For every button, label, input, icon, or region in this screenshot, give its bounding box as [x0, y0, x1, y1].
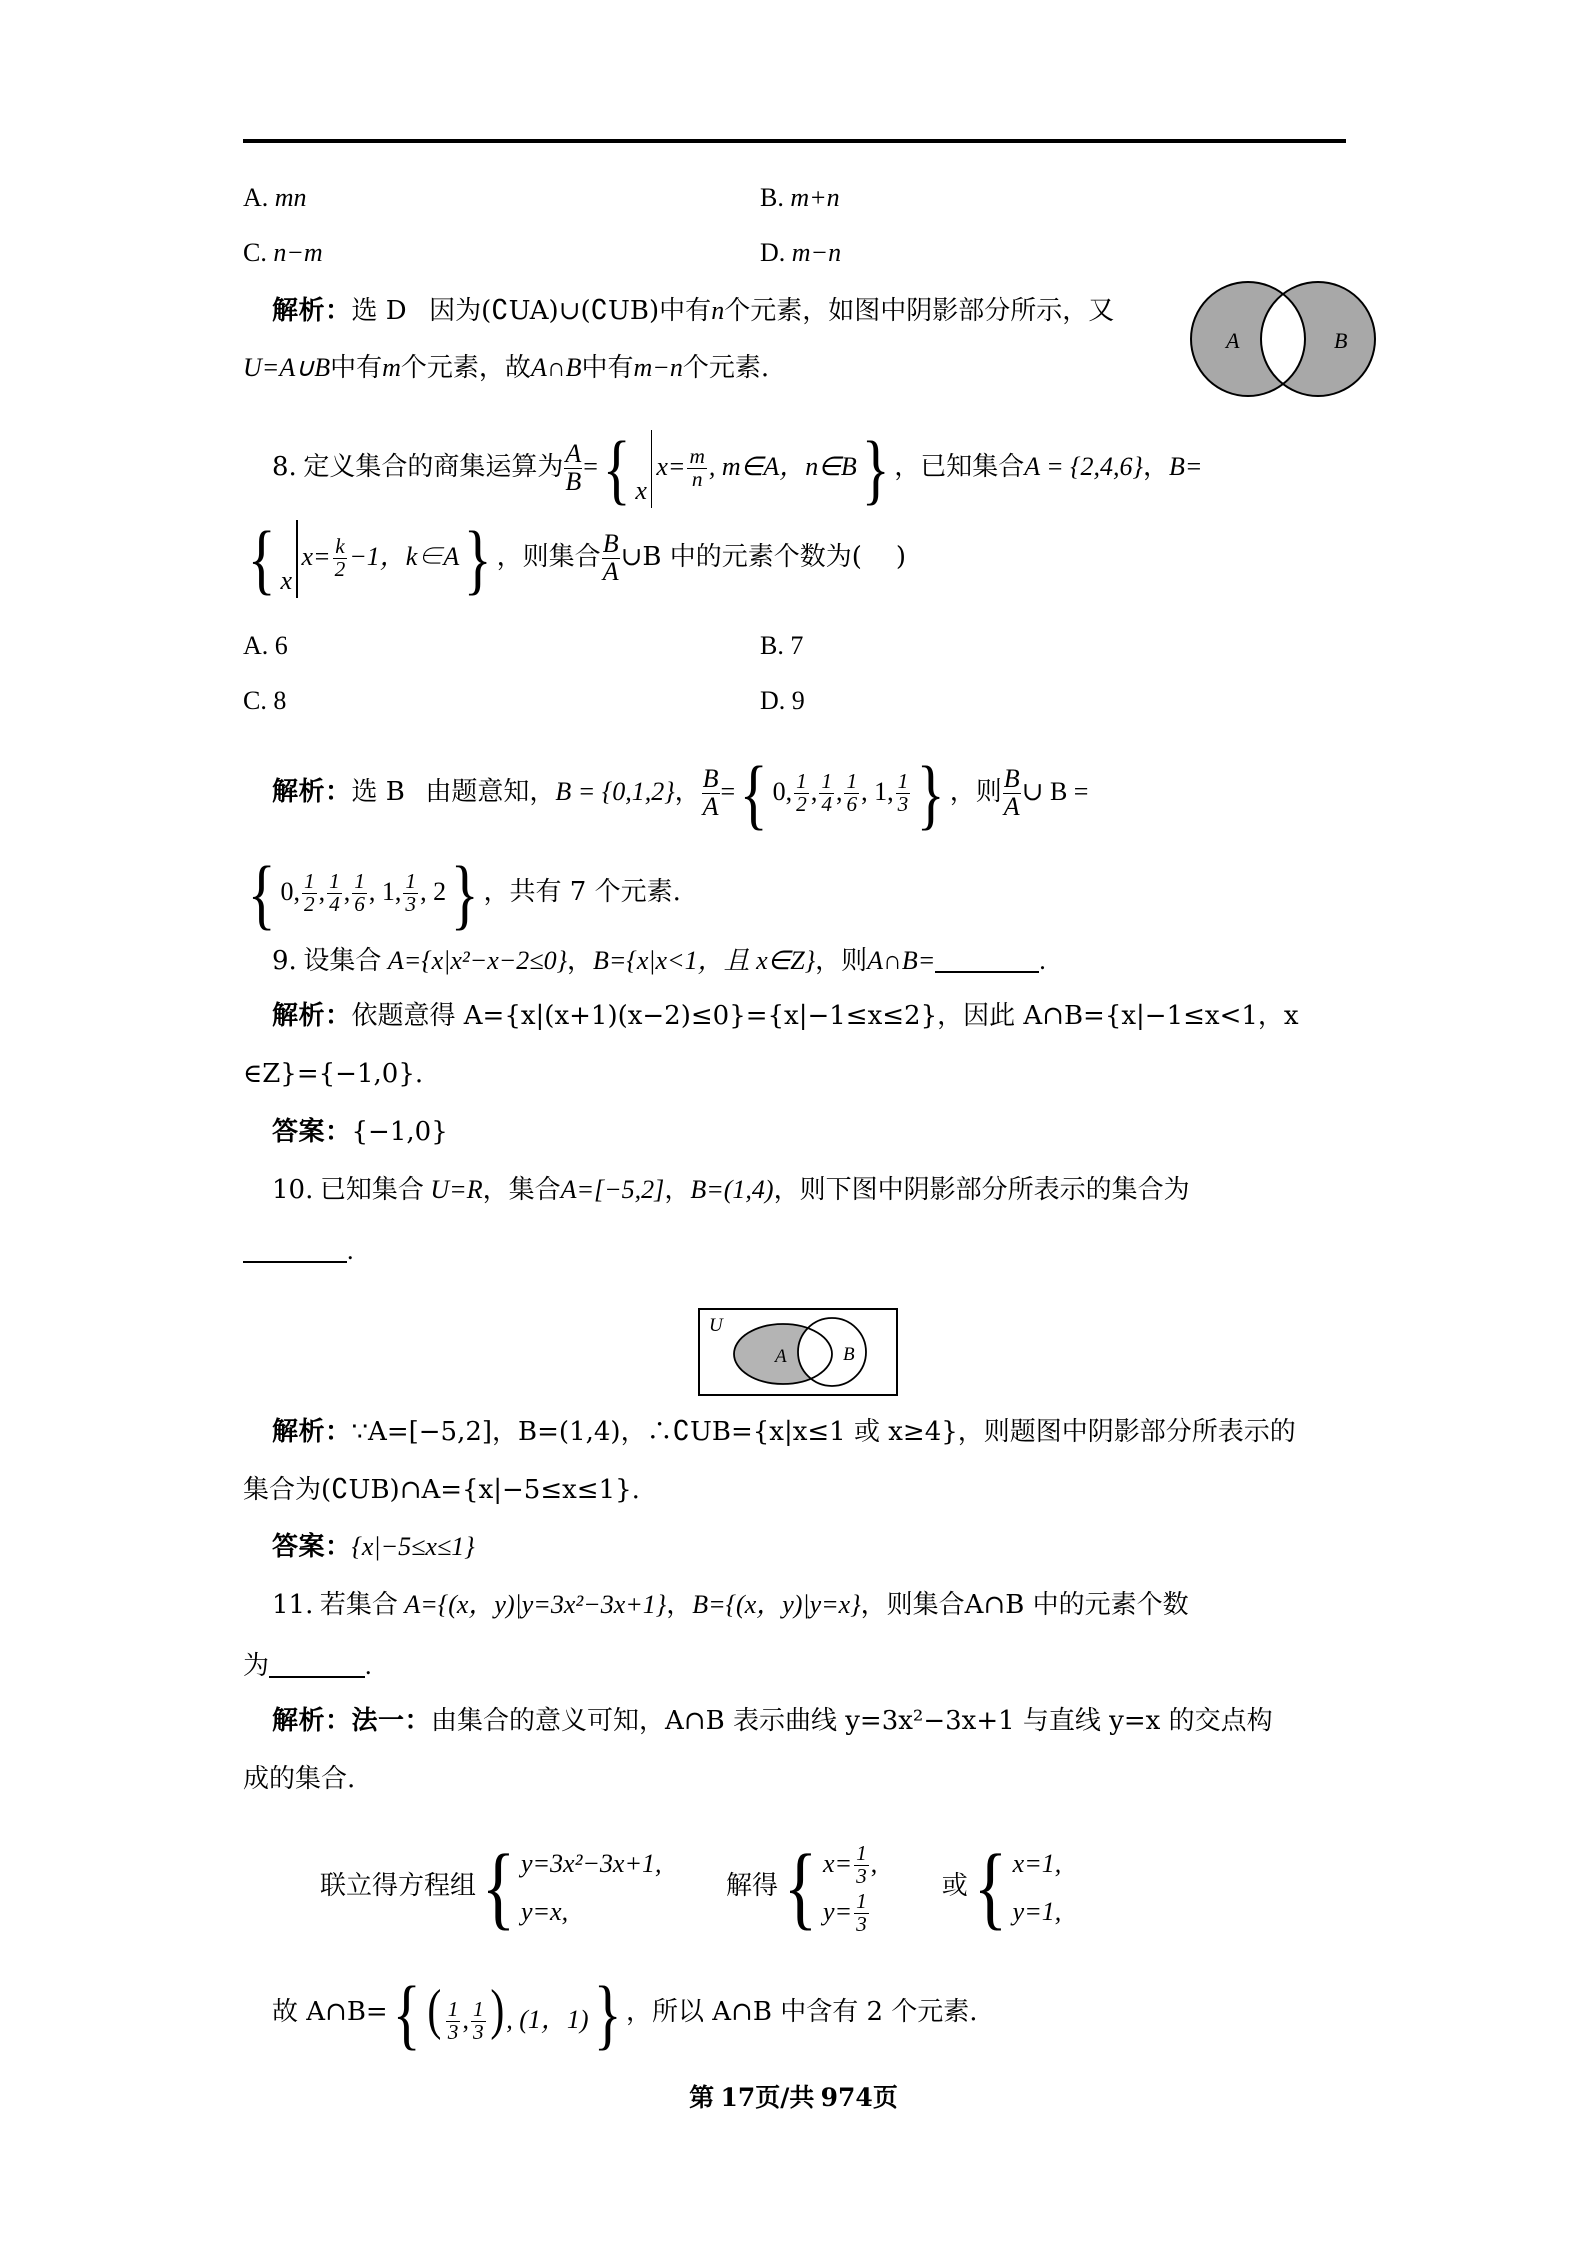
- q8-setbuilder-2: [243, 515, 497, 602]
- venn1-label-a: A: [1226, 328, 1240, 353]
- q8-solution-quotient-ba: $\frac{B}{A}$: [702, 763, 719, 821]
- q8-solution-set-elements: { 0, $\frac{1}{2}$ , $\frac{1}{4}$ , $\frac{1}{6}$ , 1, $\frac{1}{3}$ }: [739, 750, 946, 837]
- venn1-svg: [1168, 278, 1398, 400]
- frac-y-1-3: $\frac{1}{3}$: [856, 1889, 867, 1936]
- q7-option-b-value: m+n: [790, 183, 840, 212]
- complement-symbol-1: ∁: [491, 295, 509, 325]
- q7-option-a-value: mn: [274, 183, 307, 212]
- q10-solution-line1: [272, 1418, 1296, 1445]
- q11-sys3-row1: x=1,: [1012, 1849, 1062, 1879]
- q8-solution-set-b: B = {0,1,2}: [555, 776, 675, 806]
- q11-sol-y-pre: y=: [822, 1897, 853, 1927]
- q11-sol-x-pre: x=: [822, 1849, 853, 1878]
- venn2-svg: [697, 1300, 911, 1398]
- frac-1-3-a: $\frac{1}{3}$: [447, 1997, 459, 2044]
- q11-answer-blank[interactable]: [269, 1650, 365, 1678]
- q7-solution-choice: 选 D: [351, 296, 407, 326]
- q7-solution-text-f: 个元素，故: [400, 353, 531, 383]
- q8-sb2-cond: x=: [301, 541, 331, 571]
- q9-answer-tag: 答案：: [272, 1117, 352, 1147]
- q11-comma-2: ，则集合: [860, 1590, 965, 1620]
- q9-solution-text-1: 依题意得 A={x|(x+1)(x−2)≤0}={x|−1≤x≤2}，因此 A∩B={x|−1≤x<1，x: [351, 1001, 1299, 1031]
- q8-solution-choice: 选 B: [351, 776, 405, 807]
- q8-option-a-value: 6: [274, 631, 288, 660]
- q9-solution-text-2: ∈Z}={−1,0}.: [243, 1059, 424, 1089]
- frac-1-4: $\frac{1}{4}$: [821, 768, 832, 816]
- q7-option-d-label: D.: [760, 238, 786, 267]
- q9-line1: [272, 945, 1046, 977]
- left-brace-icon: {: [392, 1970, 421, 2057]
- q8-solution-equals: =: [720, 776, 736, 806]
- q8-line2: [243, 515, 907, 602]
- q10-text-2: ，则下图中阴影部分所表示的集合为: [773, 1175, 1190, 1205]
- venn-diagram-two-circles: [1168, 278, 1398, 405]
- q11-final-set: [388, 1970, 626, 2057]
- q11-solve-label: 解得: [726, 1871, 779, 1902]
- venn2-label-a: A: [775, 1346, 787, 1367]
- frac-1-2: $\frac{1}{2}$: [303, 868, 315, 916]
- q7-option-c-label: C.: [243, 238, 267, 267]
- q8-quotient-ba: $\frac{B}{A}$: [602, 528, 619, 586]
- frac-1-3: $\frac{1}{3}$: [897, 768, 909, 816]
- q8-fraction-k2: $\frac{k}{2}$: [334, 533, 346, 581]
- q8-sb2-rest: −1，k∈A: [349, 541, 460, 571]
- q8-solution-tail: ，共有 7 个元素.: [483, 876, 681, 907]
- frac-1-6: $\frac{1}{6}$: [846, 768, 858, 816]
- q8-option-b-label: B.: [760, 631, 784, 660]
- left-brace-icon: {: [973, 1836, 1008, 1940]
- q11-system-1: [476, 1836, 662, 1940]
- complement-symbol-3: ∁: [672, 1416, 690, 1446]
- left-paren-icon: (: [427, 1979, 442, 2042]
- q8-solution-line1: [272, 750, 1089, 837]
- q10-universe: U=R: [430, 1175, 483, 1204]
- right-brace-icon: }: [463, 515, 492, 602]
- q10-solution-text-2: UB={x|x≤1 或 x≥4}，则题图中阴影部分所表示的: [689, 1417, 1296, 1447]
- q7-solution-tag: 解析：: [272, 296, 352, 326]
- q8-set-a: A = {2,4,6}: [1024, 451, 1143, 481]
- q10-answer-tag: 答案：: [272, 1532, 352, 1562]
- header-rule: [243, 139, 1346, 143]
- q7-solution-n: n: [711, 296, 725, 325]
- right-brace-icon: }: [450, 850, 479, 937]
- q11-final-pre: 故 A∩B=: [272, 1996, 388, 2027]
- q8-option-b: [760, 633, 803, 659]
- q11-final-line: [272, 1970, 978, 2057]
- q7-solution-text-g: 中有: [581, 353, 634, 383]
- venn2-label-u: U: [709, 1315, 723, 1336]
- q10-blank-line: [243, 1235, 354, 1264]
- q11-solution-method: 法一：: [351, 1706, 432, 1736]
- q9-number: 9.: [272, 946, 297, 977]
- q11-text-1: 若集合: [319, 1590, 398, 1620]
- q9-text-1: 设集合: [303, 946, 382, 977]
- q7-option-a-label: A.: [243, 183, 269, 212]
- q7-solution-intersection: A∩B: [530, 353, 582, 382]
- q7-option-d: [760, 240, 841, 266]
- q9-answer-value: {−1,0}: [351, 1117, 448, 1147]
- venn1-label-b: B: [1334, 328, 1348, 353]
- q9-solution-line1: [272, 1003, 1299, 1029]
- q8-number: 8.: [272, 451, 297, 482]
- venn2-label-b: B: [843, 1344, 855, 1365]
- q10-solution-line2: [243, 1476, 640, 1503]
- q8-sb-var: x: [635, 476, 647, 505]
- page-footer: [0, 2078, 1587, 2114]
- q9-comma-2: ，则: [815, 946, 868, 977]
- q11-sys1-row1: y=3x²−3x+1,: [520, 1849, 662, 1879]
- q7-solution-text-h: 个元素.: [682, 353, 770, 383]
- set-divider: [296, 520, 298, 598]
- frac-1-2: $\frac{1}{2}$: [796, 768, 807, 816]
- q8-solution-quotient-ba-2: $\frac{B}{A}$: [1003, 763, 1020, 821]
- q10-number: 10.: [272, 1175, 314, 1205]
- q11-set-a: A={(x，y)|y=3x²−3x+1}: [404, 1590, 667, 1619]
- q8-setbuilder-1: [598, 425, 894, 512]
- q11-solution-text-1: 由集合的意义可知，A∩B 表示曲线 y=3x²−3x+1 与直线 y=x 的交点构: [431, 1706, 1273, 1736]
- left-brace-icon: {: [602, 425, 631, 512]
- right-paren-icon: ): [489, 1979, 504, 2042]
- q11-set-b: B={(x，y)|y=x}: [692, 1590, 861, 1619]
- q8-option-d-label: D.: [760, 686, 786, 715]
- q10-answer-value: {x|−5≤x≤1}: [351, 1532, 475, 1561]
- q9-comma-1: ，: [566, 946, 593, 977]
- q8-quotient-ab: $\frac{A}{B}$: [565, 438, 582, 496]
- complement-symbol-4: ∁: [331, 1474, 349, 1504]
- q10-solution-text-3: 集合为(: [243, 1475, 332, 1505]
- q11-final-tail: ，所以 A∩B 中含有 2 个元素.: [626, 1996, 978, 2027]
- q7-solution-union-expr: U=A∪B: [243, 353, 331, 382]
- footer-total-pages: 974: [820, 2083, 873, 2112]
- venn-diagram-u-box: [697, 1300, 911, 1403]
- q7-solution-text-c: UB)中有: [608, 296, 712, 326]
- q8-solution-then: ，则: [949, 776, 1002, 807]
- set-divider: [651, 430, 653, 508]
- q10-solution-text-4: UB)∩A={x|−5≤x≤1}.: [348, 1475, 640, 1505]
- q11-or-label: 或: [941, 1871, 968, 1902]
- q11-system-label: 联立得方程组: [320, 1871, 477, 1902]
- q8-solution-union-set: { 0, $\frac{1}{2}$ , $\frac{1}{4}$ , $\frac{1}{6}$ , 1, $\frac{1}{3}$ , 2 }: [247, 850, 479, 937]
- left-brace-icon: {: [247, 515, 276, 602]
- q10-comma-2: ，: [664, 1175, 691, 1205]
- q11-text-2: A∩B 中的元素个数: [964, 1590, 1189, 1620]
- q8-option-a-label: A.: [243, 631, 269, 660]
- q11-solution-text-2: 成的集合.: [243, 1764, 356, 1794]
- q9-solution-tag: 解析：: [272, 1001, 352, 1031]
- q8-text-2: ，已知集合: [894, 451, 1025, 482]
- q8-equals: =: [583, 451, 598, 481]
- q11-comma-1: ，: [666, 1590, 693, 1620]
- q10-period: .: [347, 1236, 354, 1266]
- q11-system-3: [968, 1836, 1062, 1940]
- left-brace-icon: {: [247, 850, 276, 937]
- q10-line1: [272, 1177, 1190, 1203]
- q11-sol-x-post: ,: [870, 1849, 878, 1878]
- q7-option-b-label: B.: [760, 183, 784, 212]
- q8-text-close: ): [895, 541, 907, 572]
- q8-solution-union: ∪ B =: [1021, 776, 1089, 806]
- q10-set-b: B=(1,4): [690, 1175, 774, 1204]
- frac-1-3: $\frac{1}{3}$: [405, 868, 417, 916]
- q10-answer-blank[interactable]: [243, 1235, 347, 1263]
- q8-option-c-value: 8: [273, 686, 287, 715]
- q11-final-comma: ,: [462, 2005, 469, 2035]
- q10-solution-tag: 解析：: [272, 1417, 352, 1447]
- left-brace-icon: {: [739, 750, 768, 837]
- q11-sys3-row2: y=1,: [1012, 1897, 1062, 1927]
- q11-solution-line1: [272, 1708, 1273, 1734]
- q9-period: .: [1039, 946, 1046, 976]
- q8-line1: [272, 425, 1203, 512]
- q11-final-pair: , (1，1): [506, 2005, 589, 2035]
- frac-x-1-3: $\frac{1}{3}$: [856, 1840, 867, 1888]
- q10-answer-line: [272, 1534, 475, 1560]
- q7-solution-text-d: 个元素，如图中阴影部分所示，又: [724, 296, 1115, 326]
- q7-solution-text-a: 因为(: [429, 296, 492, 326]
- q8-option-c-label: C.: [243, 686, 267, 715]
- q7-option-c-value: n−m: [273, 238, 323, 267]
- q11-sys1-row2: y=x,: [520, 1897, 569, 1927]
- q9-answer-line: [272, 1119, 448, 1145]
- q8-option-d: [760, 688, 805, 714]
- footer-suffix: 页: [872, 2083, 898, 2112]
- q8-solution-line2: [243, 850, 681, 937]
- right-brace-icon: }: [861, 425, 890, 512]
- q10-solution-text-1: ∵A=[−5,2]，B=(1,4)，∴: [351, 1417, 673, 1447]
- q11-text-3: 为: [243, 1651, 270, 1682]
- frac-1-4: $\frac{1}{4}$: [329, 868, 340, 916]
- q7-option-c: [243, 240, 323, 266]
- q7-solution-mn: m−n: [633, 353, 683, 382]
- q8-fraction-mn: $\frac{m}{n}$: [689, 443, 705, 491]
- q7-option-a: [243, 185, 307, 211]
- q11-systems-row: [320, 1836, 1062, 1940]
- q8-text-4: ∪B 中的元素个数为(: [620, 541, 862, 572]
- q10-comma-1: ，集合: [482, 1175, 561, 1205]
- q11-solution-line2: [243, 1766, 355, 1792]
- footer-prefix: 第: [689, 2083, 715, 2112]
- q8-option-b-value: 7: [790, 631, 804, 660]
- q7-solution-line1: [272, 297, 1114, 324]
- q8-solution-tag: 解析：: [272, 776, 352, 807]
- q11-blank-line: [243, 1650, 372, 1682]
- q8-sb2-var: x: [280, 566, 292, 595]
- q11-solution-tag: 解析：: [272, 1706, 352, 1736]
- q8-comma-1: ，: [1142, 451, 1169, 482]
- q8-text-1: 定义集合的商集运算为: [303, 451, 564, 482]
- q7-option-d-value: m−n: [791, 238, 842, 267]
- q7-option-b: [760, 185, 840, 211]
- left-brace-icon: {: [481, 1836, 516, 1940]
- complement-symbol-2: ∁: [590, 295, 609, 325]
- left-brace-icon: {: [783, 1836, 818, 1940]
- q7-solution-text-b: UA)∪(: [508, 296, 591, 326]
- q11-line1: [272, 1592, 1189, 1618]
- q8-sb-cond-rest: , m∈A，n∈B: [708, 451, 857, 481]
- q10-set-a: A=[−5,2]: [560, 1175, 665, 1204]
- q9-solution-line2: [243, 1061, 423, 1087]
- q8-text-3: ，则集合: [496, 541, 601, 572]
- q11-system-2: [778, 1836, 878, 1940]
- right-brace-icon: }: [916, 750, 946, 837]
- q11-number: 11.: [272, 1590, 314, 1620]
- q9-answer-blank[interactable]: [935, 945, 1039, 973]
- q8-solution-comma: ，: [674, 776, 701, 807]
- q8-option-c: [243, 688, 286, 714]
- q8-set-b-label: B=: [1168, 451, 1203, 481]
- footer-page-number: 17: [720, 2083, 756, 2112]
- frac-1-6: $\frac{1}{6}$: [354, 868, 365, 916]
- q8-solution-text-1: 由题意知，: [425, 776, 556, 807]
- q9-set-a: A={x|x²−x−2≤0}: [387, 946, 567, 976]
- q8-option-d-value: 9: [791, 686, 805, 715]
- q8-sb-cond-x: x=: [656, 451, 686, 481]
- q7-solution-text-e: 中有: [330, 353, 383, 383]
- q8-option-a: [243, 633, 288, 659]
- footer-mid: 页/共: [755, 2083, 815, 2112]
- right-brace-icon: }: [593, 1970, 622, 2057]
- q7-solution-m: m: [382, 353, 401, 382]
- q11-period: .: [365, 1651, 372, 1681]
- q10-text-1: 已知集合: [319, 1175, 424, 1205]
- frac-1-3-b: $\frac{1}{3}$: [472, 1997, 484, 2044]
- q9-set-b: B={x|x<1，且 x∈Z}: [593, 946, 816, 976]
- q7-solution-line2: [243, 355, 769, 381]
- q9-intersection: A∩B=: [867, 946, 936, 976]
